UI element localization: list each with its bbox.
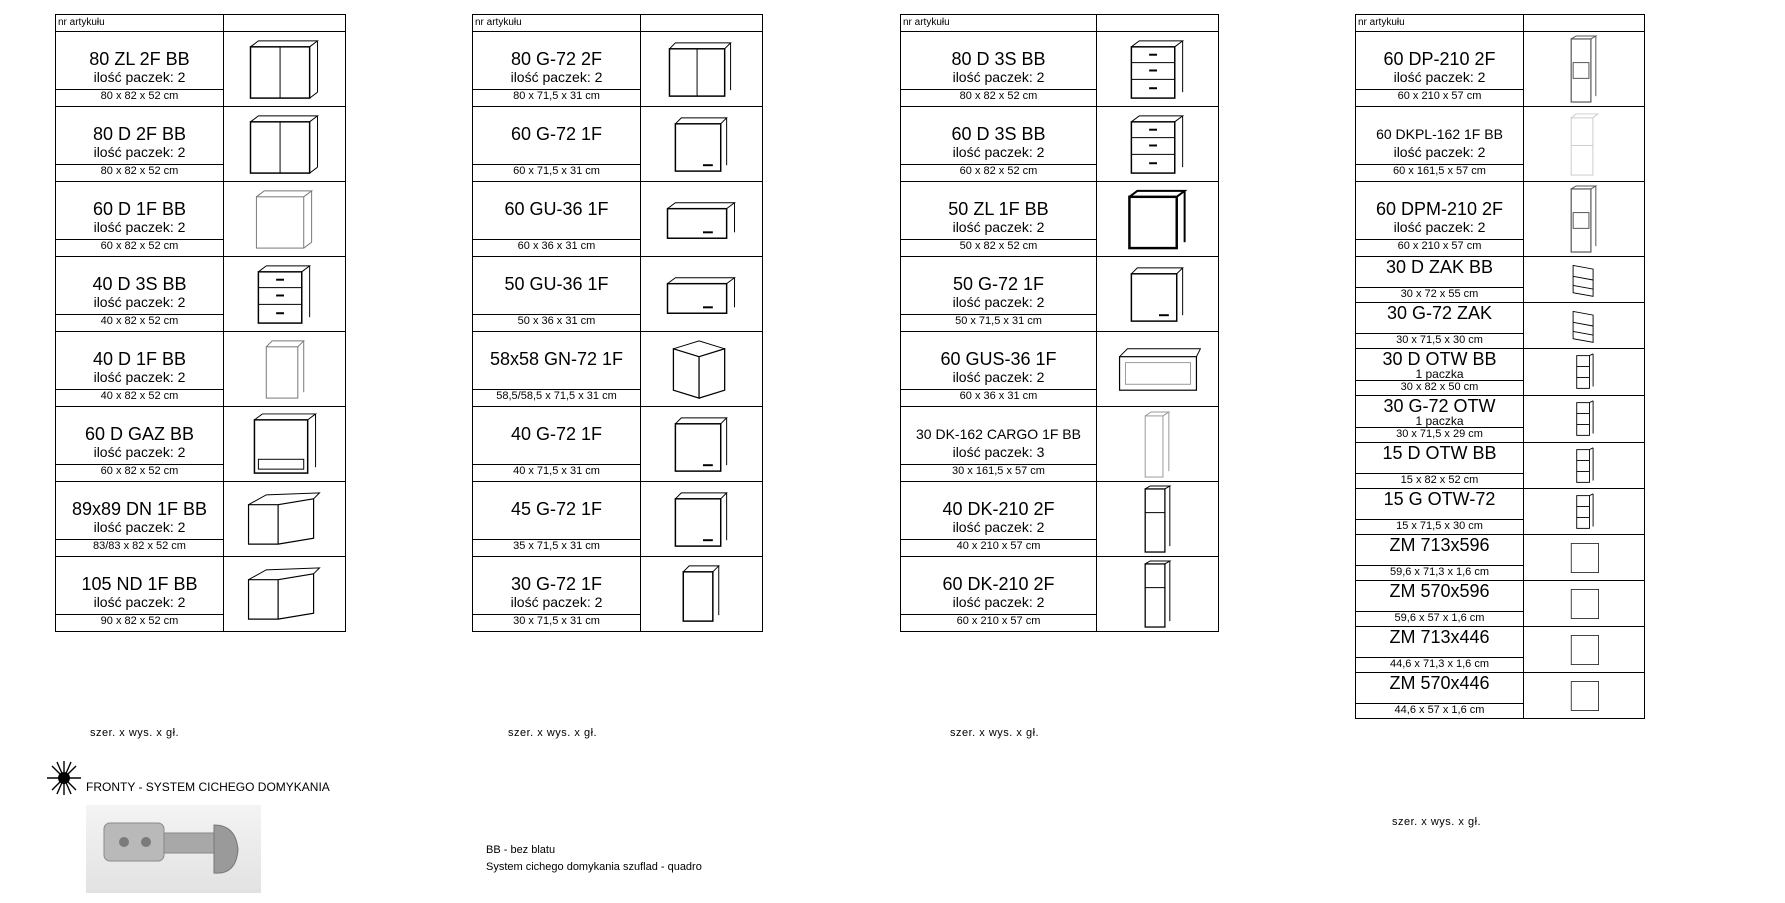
- product-image: [1524, 443, 1645, 489]
- product-image: [224, 182, 346, 257]
- end-shelf-icon: [1544, 260, 1624, 300]
- table-row: [473, 407, 763, 465]
- dims-footer-1: szer. x wys. x gł.: [90, 727, 180, 739]
- table-row: [56, 482, 346, 540]
- dimensions-cell: 60 x 36 x 31 cm: [901, 390, 1097, 407]
- dims-footer-4: szer. x wys. x gł.: [1392, 816, 1482, 828]
- product-image: [1524, 349, 1645, 396]
- oven-tall-cabinet-icon: [1541, 35, 1627, 104]
- article-name: 60 D GAZ BB: [84, 424, 195, 444]
- product-image: [641, 332, 763, 407]
- dimensions-cell: 50 x 71,5 x 31 cm: [901, 315, 1097, 332]
- package-count: ilość paczek: 2: [1393, 219, 1486, 235]
- article-name: ZM 570x446: [1389, 673, 1490, 693]
- table-row: [473, 182, 763, 240]
- package-count: ilość paczek: 2: [93, 144, 186, 160]
- table-row: [901, 182, 1219, 240]
- product-image: [1097, 482, 1219, 557]
- article-name: 60 DP-210 2F: [1383, 49, 1496, 69]
- product-image: [224, 557, 346, 632]
- catalog-column-4: [1355, 14, 1645, 719]
- dimensions-cell: 80 x 71,5 x 31 cm: [473, 90, 641, 107]
- starburst-icon: [44, 758, 84, 803]
- article-name: 60 G-72 1F: [510, 124, 603, 144]
- dimensions-cell: 80 x 82 x 52 cm: [56, 90, 224, 107]
- corner-base-cabinet-icon: [242, 485, 328, 554]
- product-image: [224, 32, 346, 107]
- article-name: 105 ND 1F BB: [81, 574, 198, 594]
- table-row: [56, 257, 346, 315]
- article-name: 40 D 3S BB: [92, 274, 187, 294]
- article-name: 60 D 3S BB: [951, 124, 1046, 144]
- dimensions-cell: 80 x 82 x 52 cm: [56, 165, 224, 182]
- article-name: 60 DPM-210 2F: [1375, 199, 1504, 219]
- dimensions-cell: 40 x 210 x 57 cm: [901, 540, 1097, 557]
- article-cell: [1356, 443, 1524, 474]
- product-image: [641, 482, 763, 557]
- article-name: 80 ZL 2F BB: [89, 49, 190, 69]
- article-name: 60 DK-210 2F: [942, 574, 1055, 594]
- wall-cabinet-1-door-icon: [659, 110, 745, 179]
- article-cell: [1356, 581, 1524, 612]
- article-name: 30 G-72 ZAK: [1386, 303, 1493, 323]
- product-image: [1524, 673, 1645, 719]
- article-cell: [56, 407, 224, 465]
- article-name: 30 G-72 OTW: [1383, 396, 1496, 416]
- article-cell: [1356, 32, 1524, 90]
- article-cell: [1356, 107, 1524, 165]
- package-count: ilość paczek: 2: [93, 69, 186, 85]
- dimensions-cell: 30 x 161,5 x 57 cm: [901, 465, 1097, 482]
- dimensions-cell: 30 x 72 x 55 cm: [1356, 288, 1524, 303]
- wall-cabinet-1-door-icon: [659, 410, 745, 479]
- image-header: [1524, 15, 1645, 32]
- article-name: 15 G OTW-72: [1383, 489, 1496, 509]
- corner-base-cabinet-icon: [242, 560, 328, 629]
- article-cell: [56, 482, 224, 540]
- product-image: [1524, 627, 1645, 673]
- dimensions-cell: 59,6 x 71,3 x 1,6 cm: [1356, 566, 1524, 581]
- article-name: 50 GU-36 1F: [504, 274, 609, 294]
- package-count: ilość paczek: 2: [93, 519, 186, 535]
- table-row: [473, 107, 763, 165]
- product-image: [1097, 107, 1219, 182]
- article-name: 60 DKPL-162 1F BB: [1376, 126, 1503, 142]
- product-image: [1524, 32, 1645, 107]
- package-count: ilość paczek: 2: [952, 294, 1045, 310]
- dims-footer-2: szer. x wys. x gł.: [508, 727, 598, 739]
- image-header: [1097, 15, 1219, 32]
- hinge-photo: [86, 805, 261, 893]
- table-row: [56, 332, 346, 390]
- package-count: ilość paczek: 2: [93, 594, 186, 610]
- dimensions-cell: 40 x 82 x 52 cm: [56, 390, 224, 407]
- product-image: [1097, 257, 1219, 332]
- dimensions-cell: 80 x 82 x 52 cm: [901, 90, 1097, 107]
- article-cell: [901, 557, 1097, 615]
- front-panel-icon: [1544, 538, 1624, 578]
- table-row: [1356, 303, 1645, 334]
- table-row: [901, 32, 1219, 90]
- article-cell: [1356, 303, 1524, 334]
- glass-flap-cabinet-icon: [1115, 335, 1201, 404]
- article-name: 30 DK-162 CARGO 1F BB: [916, 426, 1081, 442]
- article-cell: [56, 107, 224, 165]
- article-name: 60 GU-36 1F: [504, 199, 609, 219]
- front-panel-icon: [1544, 676, 1624, 716]
- package-count: 1 paczka: [1415, 367, 1464, 381]
- sink-cabinet-icon: [1115, 185, 1201, 254]
- package-count: ilość paczek: 2: [952, 369, 1045, 385]
- tall-cabinet-icon: [1115, 485, 1201, 554]
- package-count: ilość paczek: 2: [93, 444, 186, 460]
- article-name: 58x58 GN-72 1F: [489, 349, 624, 369]
- catalog-column-3: [900, 14, 1219, 632]
- article-name: 40 G-72 1F: [510, 424, 603, 444]
- wall-cabinet-1-door-icon: [1115, 260, 1201, 329]
- front-panel-icon: [1544, 630, 1624, 670]
- article-cell: [901, 182, 1097, 240]
- product-image: [1524, 303, 1645, 349]
- dimensions-cell: 59,6 x 57 x 1,6 cm: [1356, 612, 1524, 627]
- package-count: ilość paczek: 2: [93, 294, 186, 310]
- flap-wall-cabinet-icon: [659, 260, 745, 329]
- article-cell: [473, 257, 641, 315]
- article-cell: [473, 482, 641, 540]
- catalog-column-2: [472, 14, 763, 632]
- article-name: 30 G-72 1F: [510, 574, 603, 594]
- open-shelf-icon: [1544, 399, 1624, 439]
- article-cell: [1356, 673, 1524, 704]
- oven-housing-cabinet-icon: [242, 410, 328, 479]
- table-header: [473, 15, 763, 32]
- dimensions-cell: 44,6 x 71,3 x 1,6 cm: [1356, 658, 1524, 673]
- table-header: [901, 15, 1219, 32]
- wall-cabinet-1-door-icon: [659, 485, 745, 554]
- drawer-cabinet-icon: [1115, 35, 1201, 104]
- table-row: [56, 407, 346, 465]
- package-count: 1 paczka: [1415, 414, 1464, 428]
- product-image: [1097, 332, 1219, 407]
- dimensions-cell: 60 x 161,5 x 57 cm: [1356, 165, 1524, 182]
- article-cell: [901, 107, 1097, 165]
- article-name: 30 D ZAK BB: [1385, 257, 1494, 277]
- article-number-header: nr artykułu: [1356, 15, 1524, 32]
- table-header: [1356, 15, 1645, 32]
- table-row: [1356, 107, 1645, 165]
- table-row: [56, 557, 346, 615]
- article-cell: [473, 182, 641, 240]
- dimensions-cell: 60 x 210 x 57 cm: [1356, 90, 1524, 107]
- table-row: [56, 107, 346, 165]
- drawer-cabinet-icon: [242, 260, 328, 329]
- open-shelf-icon: [1544, 492, 1624, 532]
- tall-cabinet-icon: [1115, 560, 1201, 629]
- dimensions-cell: 40 x 82 x 52 cm: [56, 315, 224, 332]
- dimensions-cell: 30 x 82 x 50 cm: [1356, 381, 1524, 396]
- article-name: ZM 713x446: [1389, 627, 1490, 647]
- table-row: [901, 107, 1219, 165]
- article-number-header: nr artykułu: [473, 15, 641, 32]
- dimensions-cell: 58,5/58,5 x 71,5 x 31 cm: [473, 390, 641, 407]
- base-cabinet-2-doors-icon: [242, 110, 328, 179]
- article-name: 50 ZL 1F BB: [948, 199, 1049, 219]
- article-name: 89x89 DN 1F BB: [71, 499, 208, 519]
- article-cell: [56, 257, 224, 315]
- table-row: [901, 557, 1219, 615]
- product-image: [224, 107, 346, 182]
- base-cabinet-1-door-icon: [242, 185, 328, 254]
- package-count: ilość paczek: 2: [510, 69, 603, 85]
- article-cell: [1356, 396, 1524, 428]
- dimensions-cell: 60 x 36 x 31 cm: [473, 240, 641, 257]
- product-image: [224, 407, 346, 482]
- package-count: ilość paczek: 2: [510, 594, 603, 610]
- table-row: [473, 257, 763, 315]
- package-count: ilość paczek: 2: [952, 219, 1045, 235]
- oven-tall-cabinet-icon: [1541, 185, 1627, 254]
- package-count: ilość paczek: 2: [93, 219, 186, 235]
- article-cell: [473, 107, 641, 165]
- product-image: [641, 557, 763, 632]
- package-count: ilość paczek: 2: [1393, 144, 1486, 160]
- table-row: [1356, 581, 1645, 612]
- article-cell: [473, 557, 641, 615]
- fridge-cabinet-icon: [1541, 110, 1627, 179]
- image-header: [641, 15, 763, 32]
- article-cell: [1356, 627, 1524, 658]
- article-name: 45 G-72 1F: [510, 499, 603, 519]
- table-row: [1356, 182, 1645, 240]
- table-row: [1356, 443, 1645, 474]
- product-image: [1097, 407, 1219, 482]
- article-name: ZM 713x596: [1389, 535, 1490, 555]
- product-image: [641, 182, 763, 257]
- product-image: [641, 257, 763, 332]
- table-row: [901, 332, 1219, 390]
- article-name: 40 DK-210 2F: [942, 499, 1055, 519]
- end-shelf-icon: [1544, 306, 1624, 346]
- dimensions-cell: 90 x 82 x 52 cm: [56, 615, 224, 632]
- product-image: [224, 482, 346, 557]
- article-number-header: nr artykułu: [56, 15, 224, 32]
- table-row: [473, 32, 763, 90]
- table-row: [901, 482, 1219, 540]
- table-row: [1356, 257, 1645, 288]
- article-cell: [473, 332, 641, 390]
- product-image: [1524, 182, 1645, 257]
- product-image: [1524, 396, 1645, 443]
- dimensions-cell: 35 x 71,5 x 31 cm: [473, 540, 641, 557]
- product-image: [641, 107, 763, 182]
- table-row: [901, 257, 1219, 315]
- product-image: [641, 407, 763, 482]
- table-row: [1356, 396, 1645, 428]
- article-cell: [1356, 535, 1524, 566]
- article-cell: [901, 482, 1097, 540]
- table-row: [473, 557, 763, 615]
- product-image: [641, 32, 763, 107]
- dimensions-cell: 40 x 71,5 x 31 cm: [473, 465, 641, 482]
- dimensions-cell: 60 x 210 x 57 cm: [1356, 240, 1524, 257]
- drawer-cabinet-icon: [1115, 110, 1201, 179]
- article-name: 80 G-72 2F: [510, 49, 603, 69]
- open-shelf-icon: [1544, 446, 1624, 486]
- dimensions-cell: 60 x 82 x 52 cm: [56, 240, 224, 257]
- dimensions-cell: 50 x 36 x 31 cm: [473, 315, 641, 332]
- dimensions-cell: 30 x 71,5 x 29 cm: [1356, 428, 1524, 443]
- open-shelf-icon: [1544, 352, 1624, 392]
- package-count: ilość paczek: 2: [952, 594, 1045, 610]
- table-row: [1356, 349, 1645, 381]
- article-cell: [473, 407, 641, 465]
- article-cell: [901, 407, 1097, 465]
- table-row: [901, 407, 1219, 465]
- dimensions-cell: 60 x 71,5 x 31 cm: [473, 165, 641, 182]
- table-row: [1356, 32, 1645, 90]
- dimensions-cell: 60 x 210 x 57 cm: [901, 615, 1097, 632]
- dimensions-cell: 15 x 71,5 x 30 cm: [1356, 520, 1524, 535]
- soft-close-notice: FRONTY - SYSTEM CICHEGO DOMYKANIA: [86, 780, 330, 794]
- dimensions-cell: 83/83 x 82 x 52 cm: [56, 540, 224, 557]
- table-row: [56, 182, 346, 240]
- product-image: [1097, 32, 1219, 107]
- cargo-tall-cabinet-icon: [1115, 410, 1201, 479]
- narrow-wall-cabinet-icon: [659, 560, 745, 629]
- dimensions-cell: 60 x 82 x 52 cm: [56, 465, 224, 482]
- article-name: 80 D 3S BB: [951, 49, 1046, 69]
- package-count: ilość paczek: 2: [952, 519, 1045, 535]
- narrow-base-cabinet-icon: [242, 335, 328, 404]
- product-image: [224, 257, 346, 332]
- table-row: [473, 482, 763, 540]
- article-cell: [1356, 182, 1524, 240]
- article-name: 40 D 1F BB: [92, 349, 187, 369]
- product-image: [224, 332, 346, 407]
- package-count: ilość paczek: 3: [952, 444, 1045, 460]
- article-name: ZM 570x596: [1389, 581, 1490, 601]
- table-row: [1356, 535, 1645, 566]
- article-cell: [901, 332, 1097, 390]
- article-name: 15 D OTW BB: [1382, 443, 1497, 463]
- article-cell: [1356, 349, 1524, 381]
- corner-wall-cabinet-icon: [659, 335, 745, 404]
- table-row: [1356, 673, 1645, 704]
- wall-cabinet-2-doors-icon: [659, 35, 745, 104]
- package-count: ilość paczek: 2: [93, 369, 186, 385]
- product-image: [1097, 557, 1219, 632]
- legend-line-drawers: System cichego domykania szuflad - quadro: [486, 861, 702, 873]
- product-image: [1524, 581, 1645, 627]
- article-name: 50 G-72 1F: [952, 274, 1045, 294]
- article-name: 80 D 2F BB: [92, 124, 187, 144]
- table-row: [56, 32, 346, 90]
- article-cell: [1356, 489, 1524, 520]
- base-cabinet-2-doors-icon: [242, 35, 328, 104]
- table-row: [473, 332, 763, 390]
- front-panel-icon: [1544, 584, 1624, 624]
- article-cell: [56, 182, 224, 240]
- legend-line-bb: BB - bez blatu: [486, 844, 556, 856]
- image-header: [224, 15, 346, 32]
- package-count: ilość paczek: 2: [952, 144, 1045, 160]
- dimensions-cell: 60 x 82 x 52 cm: [901, 165, 1097, 182]
- package-count: ilość paczek: 2: [1393, 69, 1486, 85]
- product-image: [1524, 489, 1645, 535]
- dimensions-cell: 50 x 82 x 52 cm: [901, 240, 1097, 257]
- dimensions-cell: 44,6 x 57 x 1,6 cm: [1356, 704, 1524, 719]
- table-header: [56, 15, 346, 32]
- package-count: ilość paczek: 2: [952, 69, 1045, 85]
- catalog-column-1: [55, 14, 346, 632]
- article-cell: [473, 32, 641, 90]
- legend: [486, 842, 702, 876]
- flap-wall-cabinet-icon: [659, 185, 745, 254]
- article-cell: [901, 257, 1097, 315]
- article-name: 30 D OTW BB: [1382, 349, 1497, 369]
- article-cell: [901, 32, 1097, 90]
- dimensions-cell: 30 x 71,5 x 31 cm: [473, 615, 641, 632]
- product-image: [1524, 257, 1645, 303]
- article-cell: [56, 332, 224, 390]
- product-image: [1524, 107, 1645, 182]
- product-image: [1097, 182, 1219, 257]
- article-cell: [56, 557, 224, 615]
- article-cell: [56, 32, 224, 90]
- article-name: 60 GUS-36 1F: [940, 349, 1057, 369]
- article-number-header: nr artykułu: [901, 15, 1097, 32]
- table-row: [1356, 489, 1645, 520]
- article-cell: [1356, 257, 1524, 288]
- dimensions-cell: 30 x 71,5 x 30 cm: [1356, 334, 1524, 349]
- table-row: [1356, 627, 1645, 658]
- dimensions-cell: 15 x 82 x 52 cm: [1356, 474, 1524, 489]
- dims-footer-3: szer. x wys. x gł.: [950, 727, 1040, 739]
- article-name: 60 D 1F BB: [92, 199, 187, 219]
- product-image: [1524, 535, 1645, 581]
